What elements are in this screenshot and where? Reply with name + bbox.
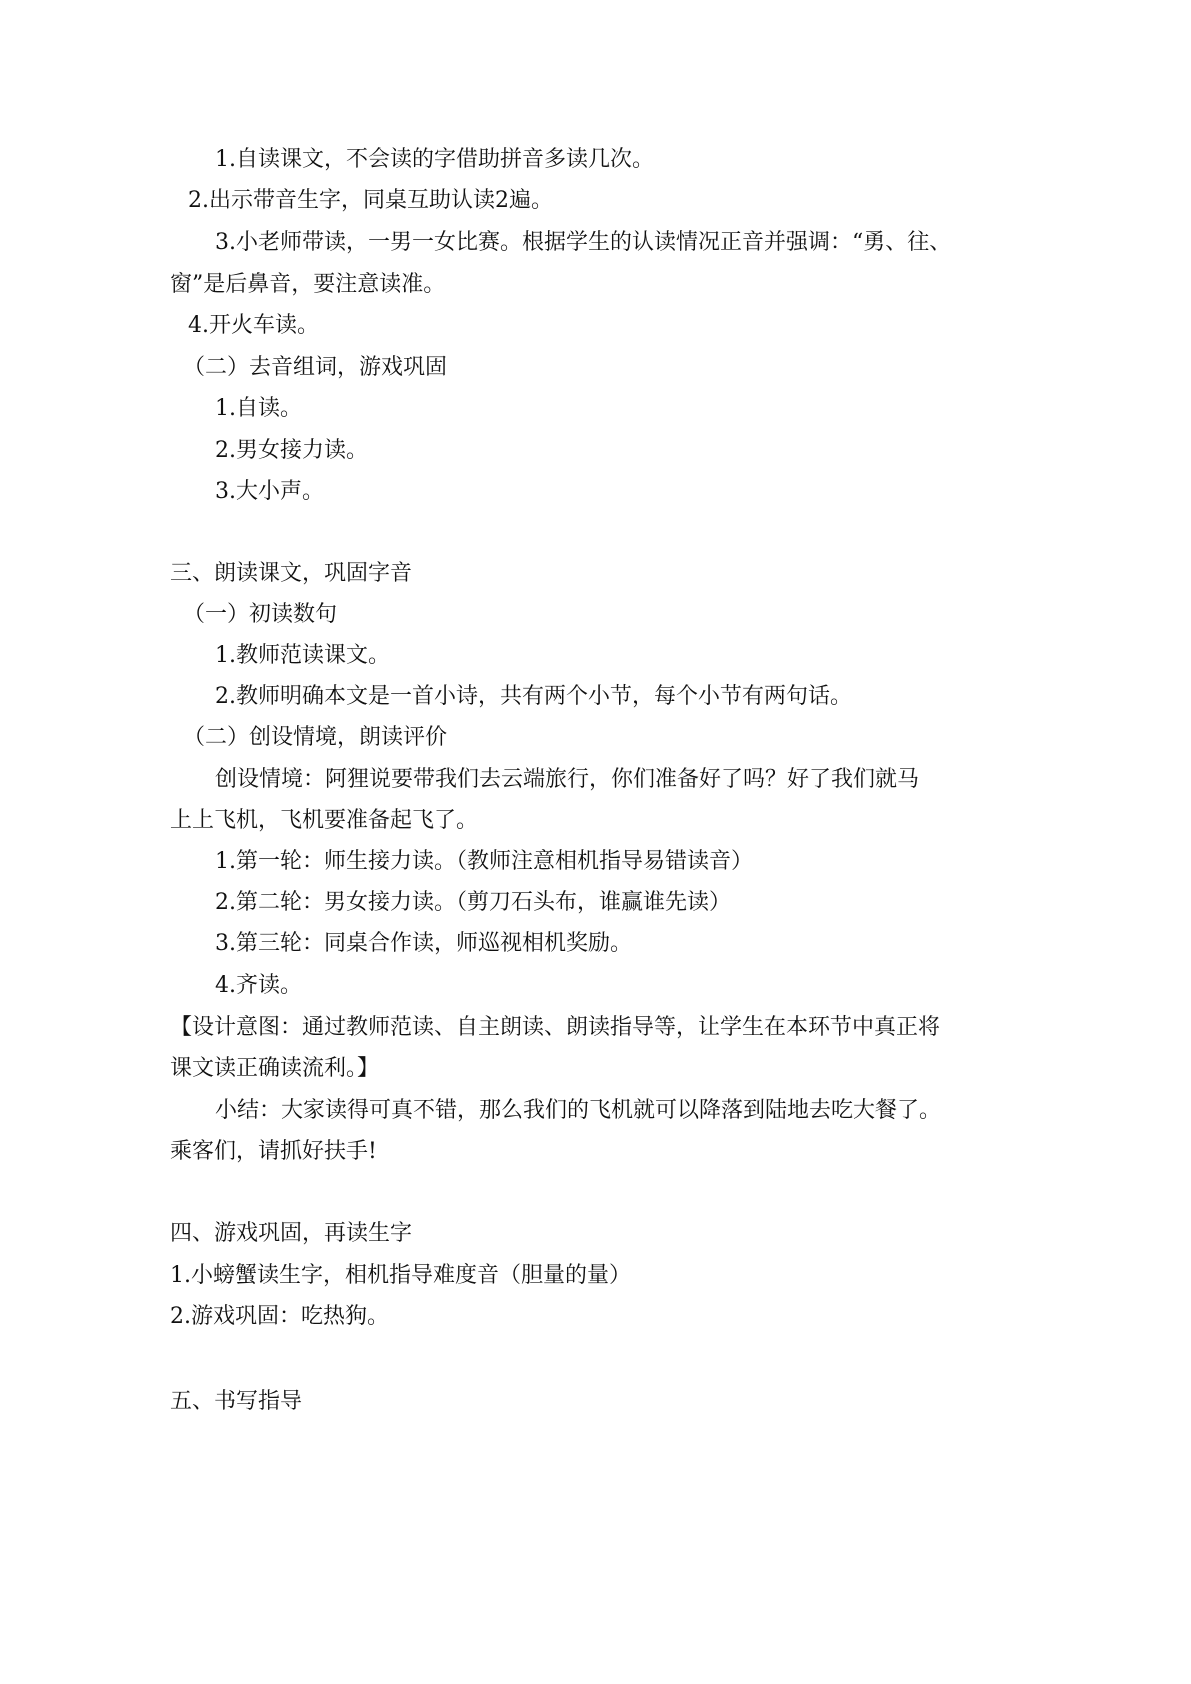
paragraph-line: 2.游戏巩固：吃热狗。 (170, 1304, 389, 1329)
paragraph-line: 4.齐读。 (215, 973, 302, 998)
design-intent-note: 课文读正确读流利。】 (170, 1056, 380, 1081)
paragraph-line: 3.小老师带读，一男一女比赛。根据学生的认读情况正音并强调：“勇、往、 (215, 230, 952, 255)
paragraph-line: 4.开火车读。 (188, 313, 319, 338)
subsection-heading: （一）初读数句 (183, 602, 338, 627)
section-heading: 四、游戏巩固，再读生字 (170, 1221, 413, 1246)
paragraph-line: 2.教师明确本文是一首小诗，共有两个小节，每个小节有两句话。 (215, 684, 852, 709)
paragraph-line: 2.出示带音生字，同桌互助认读2遍。 (188, 188, 553, 213)
section-heading: 五、书写指导 (170, 1389, 303, 1414)
paragraph-line: 小结：大家读得可真不错，那么我们的飞机就可以降落到陆地去吃大餐了。 (215, 1098, 942, 1123)
paragraph-line: 1.小螃蟹读生字，相机指导难度音（胆量的量） (170, 1263, 631, 1288)
paragraph-line: 1.教师范读课文。 (215, 643, 390, 668)
paragraph-line: 乘客们，请抓好扶手! (170, 1139, 377, 1164)
paragraph-line: 创设情境：阿狸说要带我们去云端旅行，你们准备好了吗？好了我们就马 (215, 767, 920, 792)
section-heading: 三、朗读课文，巩固字音 (170, 561, 413, 586)
subsection-heading: （二）去音组词，游戏巩固 (183, 355, 448, 380)
paragraph-line: 1.自读。 (215, 396, 302, 421)
paragraph-line: 2.第二轮：男女接力读。（剪刀石头布，谁赢谁先读） (215, 890, 731, 915)
paragraph-line: 3.大小声。 (215, 479, 324, 504)
paragraph-line: 窗”是后鼻音，要注意读准。 (170, 272, 446, 297)
paragraph-line: 3.第三轮：同桌合作读，师巡视相机奖励。 (215, 931, 632, 956)
subsection-heading: （二）创设情境，朗读评价 (183, 725, 448, 750)
paragraph-line: 1.自读课文，不会读的字借助拼音多读几次。 (215, 147, 654, 172)
paragraph-line: 1.第一轮：师生接力读。（教师注意相机指导易错读音） (215, 849, 753, 874)
paragraph-line: 上上飞机，飞机要准备起飞了。 (170, 808, 479, 833)
paragraph-line: 2.男女接力读。 (215, 438, 368, 463)
design-intent-note: 【设计意图：通过教师范读、自主朗读、朗读指导等，让学生在本环节中真正将 (170, 1015, 941, 1040)
